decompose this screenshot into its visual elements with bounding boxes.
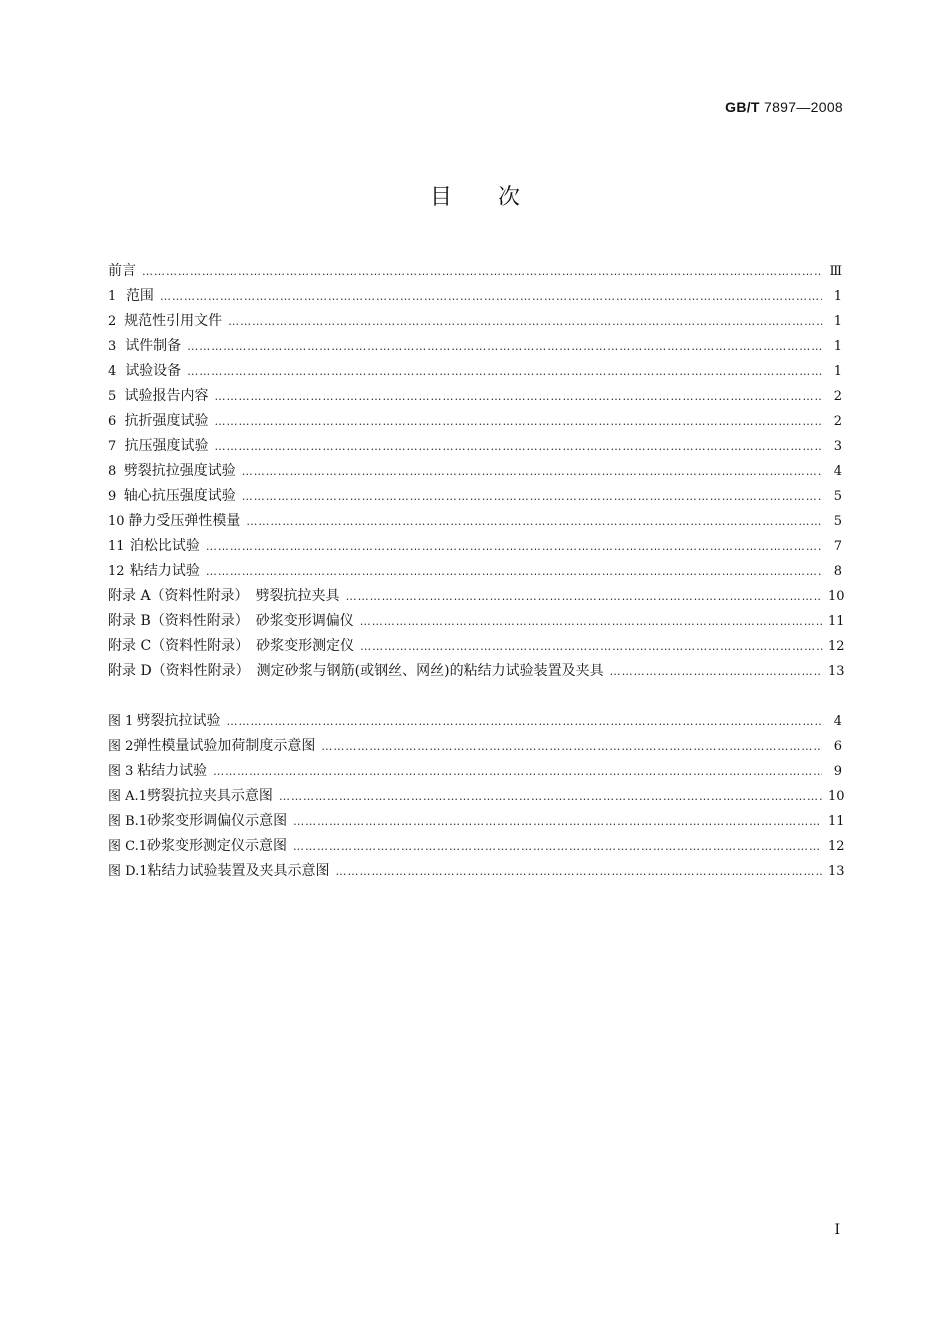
figure-entry[interactable]: [108, 709, 842, 734]
toc-entry-page: 2: [833, 414, 842, 429]
standard-number: 7897—2008: [764, 99, 843, 115]
standard-prefix: GB/T: [725, 99, 760, 115]
toc-entry[interactable]: [108, 534, 842, 559]
figure-entry-label: 砂浆变形测定仪示意图: [147, 838, 288, 854]
toc-entry[interactable]: [108, 634, 845, 659]
figure-entry-number: 图 C.1: [108, 839, 148, 854]
toc-entry-page: 8: [833, 564, 842, 579]
toc-entry-page: 4: [833, 464, 842, 479]
toc-entry-label: 泊松比试验: [129, 538, 200, 554]
figure-entry-page: 6: [833, 739, 842, 754]
figure-entry[interactable]: [108, 784, 845, 809]
toc-entry[interactable]: [108, 409, 842, 434]
page-number: I: [834, 1222, 840, 1238]
toc-entry-label: 附录 C（资料性附录） 砂浆变形测定仪: [108, 638, 355, 654]
toc-entry[interactable]: [108, 384, 842, 409]
list-of-figures: [108, 709, 845, 884]
toc-entry-page: 2: [833, 389, 842, 404]
dot-leader: [293, 834, 822, 859]
toc-entry-page: 10: [828, 589, 845, 604]
dot-leader: [206, 534, 822, 559]
toc-entry-label: 附录 A（资料性附录） 劈裂抗拉夹具: [108, 588, 340, 604]
toc-entry-page: 5: [833, 489, 842, 504]
figure-entry[interactable]: [108, 759, 842, 784]
figure-entry-label: 粘结力试验装置及夹具示意图: [147, 863, 330, 879]
dot-leader: [160, 284, 822, 309]
toc-entry[interactable]: [108, 334, 842, 359]
toc-entry-label: 粘结力试验: [129, 563, 200, 579]
table-of-contents: [108, 259, 845, 684]
toc-entry-number: 6: [108, 414, 117, 429]
toc-entry-label: 试验设备: [125, 363, 182, 379]
figure-entry-number: 图 D.1: [108, 864, 148, 879]
toc-entry-page: 1: [833, 314, 842, 329]
toc-entry-page: Ⅲ: [829, 264, 842, 279]
figure-entry[interactable]: [108, 834, 845, 859]
toc-entry[interactable]: [108, 584, 845, 609]
toc-entry-page: 7: [833, 539, 842, 554]
figure-entry-label: 粘结力试验: [137, 763, 208, 779]
figure-entry-number: 图 B.1: [108, 814, 148, 829]
toc-entry-label: 附录 B（资料性附录） 砂浆变形调偏仪: [108, 613, 354, 629]
standard-code: [725, 99, 843, 115]
figure-entry-label: 劈裂抗拉夹具示意图: [146, 788, 273, 804]
dot-leader: [346, 584, 822, 609]
figure-entry[interactable]: [108, 859, 845, 884]
toc-entry-number: 8: [108, 464, 117, 479]
dot-leader: [360, 634, 822, 659]
dot-leader: [279, 784, 822, 809]
toc-entry-page: 3: [833, 439, 842, 454]
toc-entry-number: 9: [108, 489, 117, 504]
toc-entry-number: 1: [108, 289, 117, 304]
dot-leader: [142, 259, 822, 284]
dot-leader: [187, 334, 822, 359]
toc-entry-number: 12: [108, 564, 125, 579]
toc-entry-label: 试验报告内容: [124, 388, 209, 404]
figure-entry-label: 弹性模量试验加荷制度示意图: [133, 738, 316, 754]
dot-leader: [293, 809, 822, 834]
figure-entry-number: 图 1: [108, 714, 134, 729]
toc-entry-page: 12: [828, 639, 845, 654]
toc-entry[interactable]: [108, 509, 842, 534]
figure-entry-label: 砂浆变形调偏仪示意图: [147, 813, 288, 829]
dot-leader: [360, 609, 822, 634]
toc-entry[interactable]: [108, 434, 842, 459]
toc-entry[interactable]: [108, 659, 845, 684]
toc-entry-label: 抗压强度试验: [124, 438, 209, 454]
toc-entry-number: 7: [108, 439, 117, 454]
toc-entry-label: 轴心抗压强度试验: [123, 488, 236, 504]
figure-entry-page: 10: [828, 789, 845, 804]
dot-leader: [246, 509, 822, 534]
toc-entry[interactable]: [108, 359, 842, 384]
toc-entry[interactable]: [108, 609, 845, 634]
toc-entry[interactable]: [108, 484, 842, 509]
toc-entry-page: 1: [833, 364, 842, 379]
dot-leader: [187, 359, 822, 384]
toc-entry-label: 抗折强度试验: [124, 413, 209, 429]
dot-leader: [227, 709, 822, 734]
toc-entry-number: 2: [108, 314, 117, 329]
toc-entry-number: 3: [108, 339, 117, 354]
figure-entry[interactable]: [108, 734, 842, 759]
toc-entry-label: 范围: [125, 288, 154, 304]
figure-entry-page: 9: [833, 764, 842, 779]
dot-leader: [213, 759, 822, 784]
toc-entry-label: 劈裂抗拉强度试验: [123, 463, 236, 479]
dot-leader: [214, 434, 822, 459]
toc-entry-label: 试件制备: [125, 338, 182, 354]
figure-entry-page: 4: [833, 714, 842, 729]
toc-entry-number: 11: [108, 539, 125, 554]
figure-entry-number: 图 2: [108, 739, 134, 754]
toc-entry[interactable]: [108, 309, 842, 334]
dot-leader: [206, 559, 822, 584]
toc-entry-label: 规范性引用文件: [124, 313, 223, 329]
toc-entry-label: 静力受压弹性模量: [128, 513, 241, 529]
dot-leader: [228, 309, 822, 334]
page-title: 目次: [429, 185, 566, 210]
toc-entry-page: 13: [828, 664, 845, 679]
toc-entry[interactable]: [108, 459, 842, 484]
figure-entry-number: 图 3: [108, 764, 134, 779]
toc-entry[interactable]: [108, 559, 842, 584]
toc-entry-label: 附录 D（资料性附录） 测定砂浆与钢筋(或钢丝、网丝)的粘结力试验装置及夹具: [108, 663, 604, 679]
toc-entry-label: 前言: [108, 263, 136, 279]
dot-leader: [610, 659, 822, 684]
toc-entry-page: 5: [833, 514, 842, 529]
figure-entry-number: 图 A.1: [108, 789, 147, 804]
figure-entry-page: 13: [828, 864, 845, 879]
toc-entry-page: 1: [833, 339, 842, 354]
figure-entry-page: 12: [828, 839, 845, 854]
figure-entry[interactable]: [108, 809, 845, 834]
figure-entry-label: 劈裂抗拉试验: [136, 713, 221, 729]
dot-leader: [336, 859, 823, 884]
toc-entry[interactable]: [108, 284, 842, 309]
toc-entry[interactable]: [108, 259, 842, 284]
toc-entry-number: 10: [108, 514, 125, 529]
figure-entry-page: 11: [828, 814, 845, 829]
dot-leader: [242, 484, 822, 509]
dot-leader: [242, 459, 822, 484]
toc-entry-page: 11: [828, 614, 845, 629]
toc-entry-number: 4: [108, 364, 117, 379]
dot-leader: [214, 384, 822, 409]
dot-leader: [321, 734, 822, 759]
toc-entry-page: 1: [833, 289, 842, 304]
dot-leader: [214, 409, 822, 434]
toc-entry-number: 5: [108, 389, 117, 404]
